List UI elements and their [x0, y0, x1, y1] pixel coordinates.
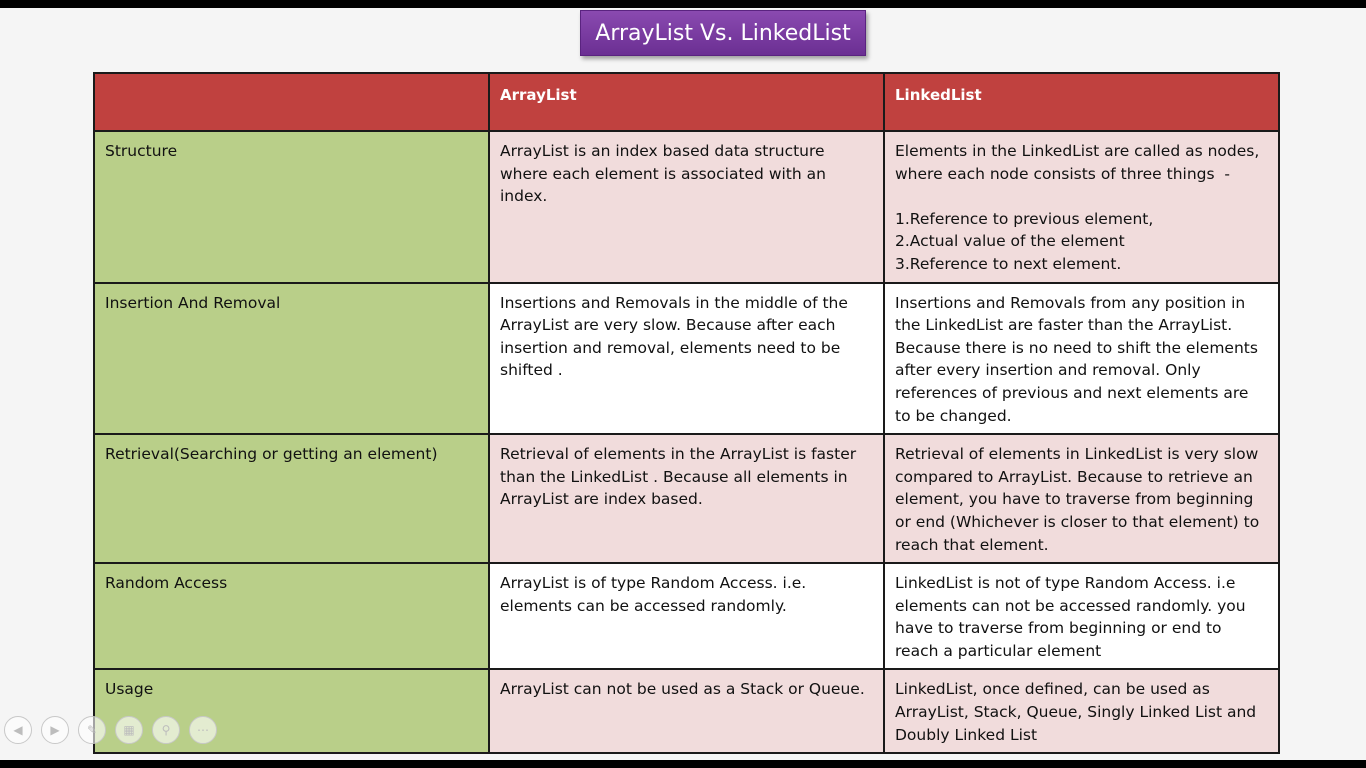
table-row-insertion-removal	[94, 283, 1279, 435]
row-label: Usage	[94, 669, 489, 753]
table-row-random-access	[94, 563, 1279, 669]
header-cell-arraylist: ArrayList	[489, 73, 884, 131]
table-row-usage	[94, 669, 1279, 753]
pen-icon: ✎	[86, 723, 98, 737]
arraylist-cell-text: Insertions and Removals in the middle of the ArrayList are very slow. Because after each insertion and removal, elements need to be shifted .	[500, 293, 853, 380]
linkedlist-cell-text	[895, 185, 1268, 208]
zoom-button[interactable]	[152, 716, 180, 744]
linkedlist-cell	[884, 669, 1279, 753]
slides-overview-button[interactable]	[115, 716, 143, 744]
chevron-left-icon: ◀	[13, 723, 23, 737]
arraylist-cell-text: Retrieval of elements in the ArrayList is faster than the LinkedList . Because all elements in ArrayList are index based.	[500, 445, 862, 509]
header-cell-linkedlist: LinkedList	[884, 73, 1279, 131]
linkedlist-cell	[884, 563, 1279, 669]
slideshow-nav-toolbar	[4, 716, 217, 744]
linkedlist-cell-text: 2.Actual value of the element	[895, 232, 1125, 251]
linkedlist-cell-text: 3.Reference to next element.	[895, 254, 1122, 273]
magnifier-icon: ⚲	[161, 723, 171, 737]
previous-slide-button[interactable]	[4, 716, 32, 744]
row-label: Structure	[94, 131, 489, 283]
ellipsis-icon: ⋯	[197, 723, 209, 737]
row-label: Random Access	[94, 563, 489, 669]
table-header-row	[94, 73, 1279, 131]
table-row-structure	[94, 131, 1279, 283]
linkedlist-cell	[884, 434, 1279, 563]
linkedlist-cell	[884, 131, 1279, 283]
row-label: Insertion And Removal	[94, 283, 489, 435]
arraylist-cell	[489, 131, 884, 283]
table-row-retrieval	[94, 434, 1279, 563]
arraylist-cell-text: ArrayList can not be used as a Stack or Queue.	[500, 680, 865, 699]
arraylist-cell-text: ArrayList is of type Random Access. i.e. elements can be accessed randomly.	[500, 574, 812, 615]
more-options-button[interactable]	[189, 716, 217, 744]
arraylist-cell	[489, 563, 884, 669]
linkedlist-cell	[884, 283, 1279, 435]
linkedlist-cell-text: Elements in the LinkedList are called as nodes, where each node consists of three things -	[895, 142, 1265, 183]
next-slide-button[interactable]	[41, 716, 69, 744]
header-cell-empty	[94, 73, 489, 131]
comparison-table	[93, 72, 1280, 754]
row-label: Retrieval(Searching or getting an element)	[94, 434, 489, 563]
arraylist-cell	[489, 283, 884, 435]
slide	[0, 8, 1366, 760]
linkedlist-cell-text: Insertions and Removals from any position in the LinkedList are faster than the ArrayList. Because there is no need to shift the elements after every insertion and removal. Only references of previous and next elements are to be changed.	[895, 293, 1263, 425]
arraylist-cell-text: ArrayList is an index based data structure where each element is associated with an index.	[500, 142, 831, 206]
arraylist-cell	[489, 434, 884, 563]
linkedlist-cell-text: 1.Reference to previous element,	[895, 209, 1154, 228]
grid-icon: ▦	[123, 723, 135, 737]
arraylist-cell	[489, 669, 884, 753]
slide-title: ArrayList Vs. LinkedList	[580, 10, 866, 56]
linkedlist-cell-text: LinkedList is not of type Random Access. i.e elements can not be accessed randomly. you have to traverse from beginning or end to reach a particular element	[895, 574, 1251, 660]
linkedlist-cell-text: Retrieval of elements in LinkedList is very slow compared to ArrayList. Because to retrieve an element, you have to traverse from beginning or end (Whichever is closer to that element) to reach that element.	[895, 445, 1265, 554]
pen-tool-button[interactable]	[78, 716, 106, 744]
chevron-right-icon: ▶	[50, 723, 60, 737]
linkedlist-cell-text: LinkedList, once defined, can be used as ArrayList, Stack, Queue, Singly Linked List and Doubly Linked List	[895, 680, 1262, 744]
